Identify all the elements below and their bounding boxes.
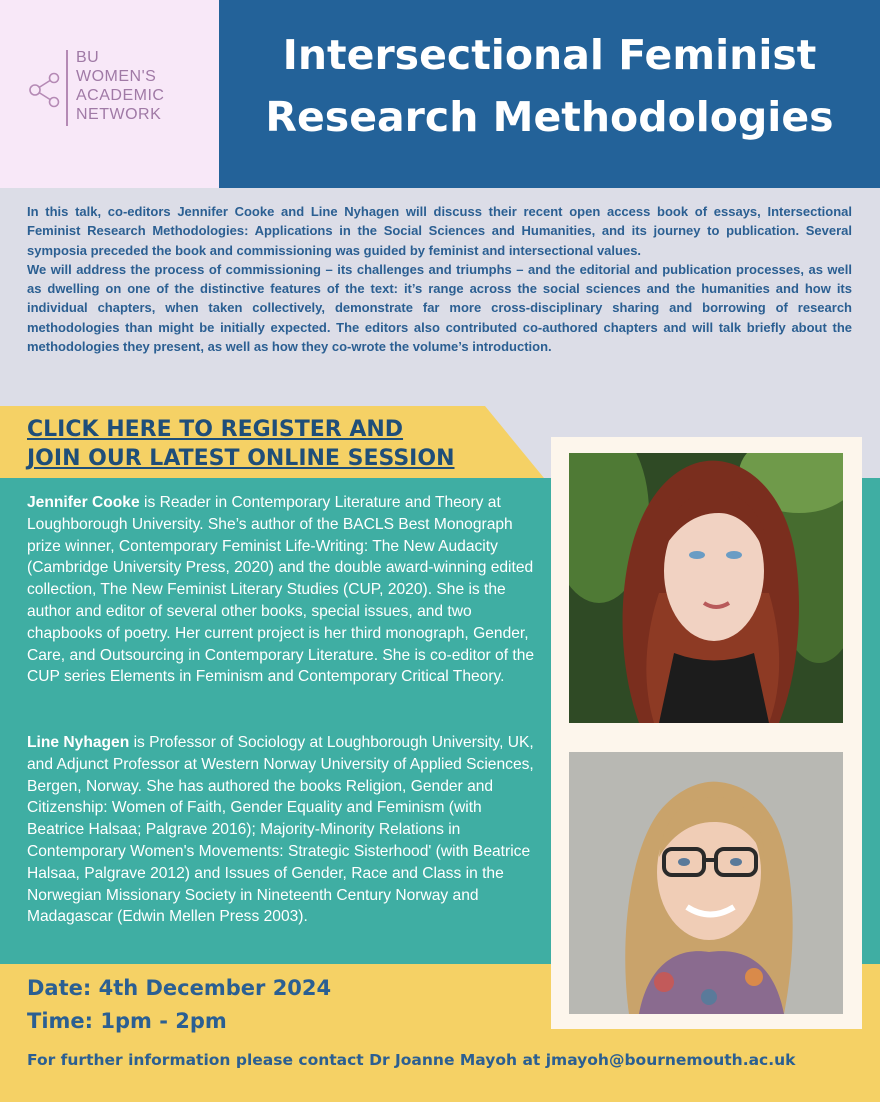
bio-name: Line Nyhagen [27, 734, 130, 751]
logo-panel [0, 0, 219, 188]
intro-paragraph-2: We will address the process of commissioning – its challenges and triumphs – and the editorial and publication processes, as well as dwelling on one of the distinctive features of the text: it’s range across the social sciences and the humanities and how its individual chapters, when taken collectively, demonstrate far more cross-disciplinary sharing and borrowing of research methodologies than might be initially expected. The editors also contributed co-authored chapters and will talk briefly about the methodologies they present, as well as how they co-wrote the volume’s introduction. [27, 261, 852, 355]
logo-text [76, 48, 164, 124]
bio-name: Jennifer Cooke [27, 494, 140, 511]
contact-info: For further information please contact Dr Joanne Mayoh at jmayoh@bournemouth.ac.uk [27, 1051, 796, 1069]
photo-line-nyhagen [569, 752, 843, 1014]
photo-jennifer-cooke [569, 453, 843, 723]
bio-text: is Reader in Contemporary Literature and Theory at Loughborough University. She’s author of the BACLS Best Monograph prize winner, Contemporary Feminist Life-Writing: The New Audacity (Cambridge University Press, 2020) and the double award-winning edited collection, The New Feminist Literary Studies (CUP, 2020). She is the author and editor of several other books, special issues, and two chapbooks of poetry. Her current project is her third monograph, Gender, Care, and Outsourcing in Contemporary Literature. She is co-editor of the CUP series Elements in Feminism and Contemporary Critical Theory. [27, 494, 535, 686]
bio-text: is Professor of Sociology at Loughborough University, UK, and Adjunct Professor at Western Norway University of Applied Sciences, Bergen, Norway. She has authored the books Religion, Gender and Citizenship: Women of Faith, Gender Equality and Feminism (with Beatrice Halsaa; Palgrave 2016); Majority-Minority Relations in Contemporary Women's Movements: Strategic Sisterhood' (with Beatrice Halsaa, Palgrave 2012) and Issues of Gender, Race and Class in the Norwegian Missionary Society in Nineteenth Century Norway and Madagascar (Edwin Mellen Press 2003). [27, 734, 534, 926]
bio-jennifer-cooke [27, 492, 537, 688]
share-network-icon [28, 72, 62, 108]
title-line-2: Research Methodologies [265, 93, 834, 141]
event-date: Date: 4th December 2024 [27, 976, 332, 1000]
page-title [219, 24, 880, 148]
intro-paragraph-1: In this talk, co-editors Jennifer Cooke and Line Nyhagen will discuss their recent open access book of essays, Intersectional Feminist Research Methodologies: Applications in the Social Sciences and Humanities, and its journey to publication. Several symposia preceded the book and commissioning was guided by feminist and intersectional values. [27, 204, 852, 258]
register-line-1[interactable]: CLICK HERE TO REGISTER AND [27, 417, 404, 442]
logo-line: BU [76, 49, 100, 66]
bio-line-nyhagen [27, 732, 537, 928]
title-line-1: Intersectional Feminist [282, 31, 817, 79]
logo-divider [66, 50, 68, 126]
logo-line: NETWORK [76, 106, 162, 123]
bu-womens-academic-network-logo [28, 50, 198, 130]
event-time: Time: 1pm - 2pm [27, 1009, 227, 1033]
register-link[interactable] [27, 415, 455, 473]
logo-line: ACADEMIC [76, 87, 165, 104]
title-panel [219, 0, 880, 188]
logo-line: WOMEN'S [76, 68, 157, 85]
intro-section [0, 188, 880, 406]
intro-text [27, 202, 852, 356]
register-line-2[interactable]: JOIN OUR LATEST ONLINE SESSION [27, 446, 455, 471]
